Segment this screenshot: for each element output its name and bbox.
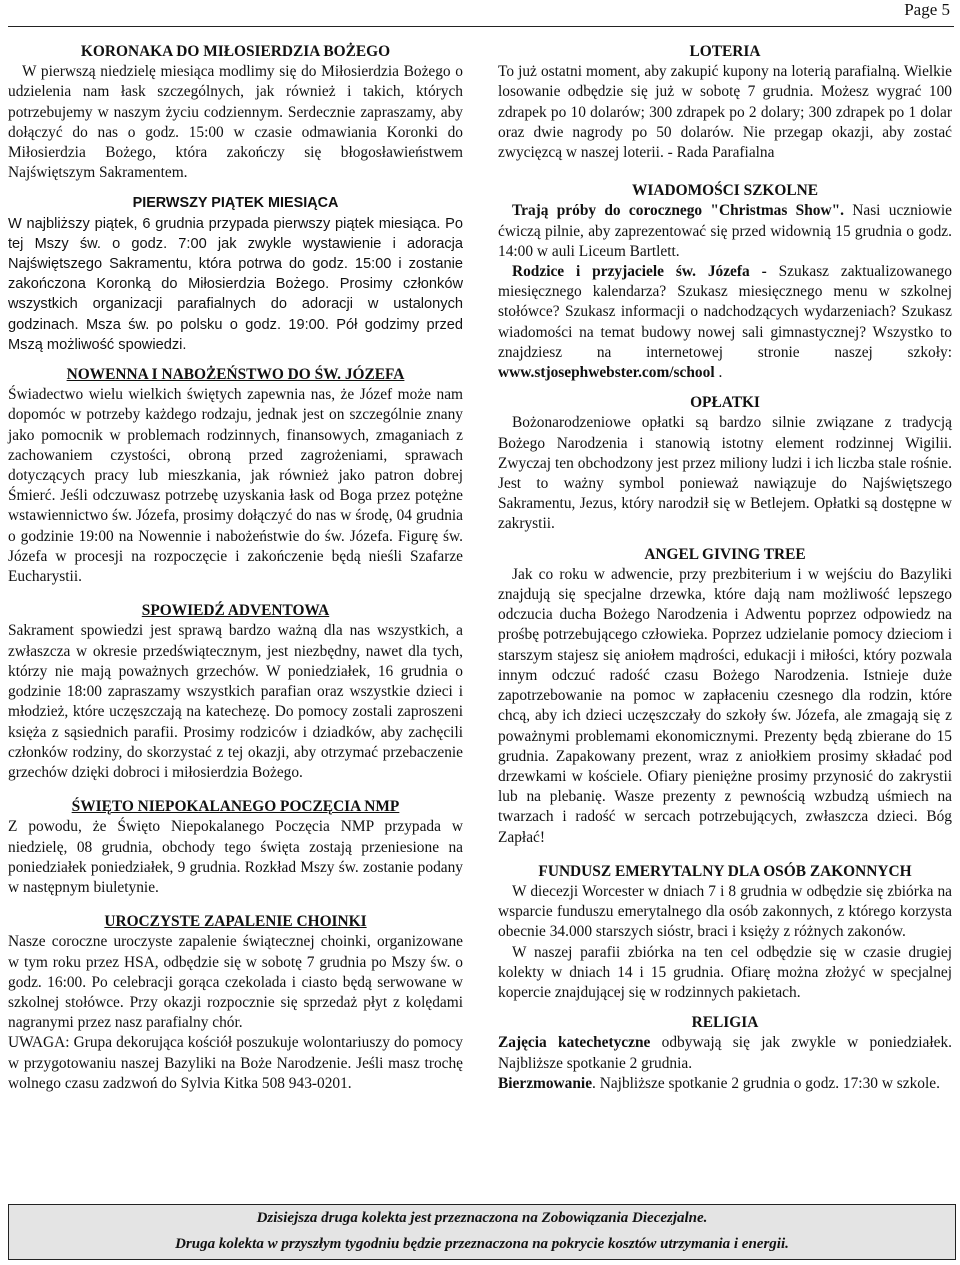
paragraph-text: odbywają się jak zwykle w poniedziałek. Najbliższe spotkanie 2 grudnia.: [498, 1034, 952, 1072]
section-title: OPŁATKI: [690, 394, 760, 412]
section-title: LOTERIA: [689, 43, 761, 60]
section-nowenna: [8, 365, 463, 587]
section-body: Sakrament spowiedzi jest sprawą bardzo ważną dla nas wszystkich, a zwłaszcza w okresie przedświątecznym, jest niezbędny, nawet dla tych, którzy nie mają poważnych grzechów. W poniedziałek, 16 grudnia o godzinie 18:00 zapraszamy wszystkich parafian oraz wszystkie dzieci i młodzież, które uczęszczają na katechezę. Do pomocy zostali zaproszeni księża z sąsiednich parafii. Prosimy rodziców i dziadków, aby zachęcili członków rodziny, do skorzystać z tej okazji, aby otrzymać przebaczenie grzechów dzięki dobroci i miłosierdzia Bożego.: [8, 622, 463, 781]
section-pierwszy-piatek: [8, 193, 463, 355]
paragraph-text: . Najbliższe spotkanie 2 grudnia o godz. 17:30 w szkole.: [592, 1074, 940, 1092]
footer-line-next-week: Druga kolekta w przyszłym tygodniu będzie przeznaczona na pokrycie kosztów utrzymania i energii.: [175, 1236, 789, 1252]
section-spowiedz: [8, 601, 463, 783]
section-wiadomosci-szkolne: [498, 181, 952, 383]
section-body: W pierwszą niedzielę miesiąca modlimy się do Miłosierdzia Bożego o udzielenia nam łask szczególnych, jak również i takich, których potrzebujemy w naszym życiu codziennym. Serdecznie zapraszamy, aby dołączyć do nas o godz. 15:00 w czasie odmawiania Koronki do Miłosierdzia Bożego, która zakończy się błogosławieństwem Najświętszym Sakramentem.: [8, 63, 463, 182]
section-body: W diecezji Worcester w dniach 7 i 8 grudnia w odbędzie się zbiórka na wsparcie funduszu emerytalnego dla osób zakonnych, z którego korzysta obecnie 34.000 starszych sióstr, braci i księży z różnych zakonów.: [498, 882, 952, 941]
paragraph-text: Szukasz zaktualizowanego miesięcznego kalendarza? Szukasz miesięcznego menu w szkolnej stołówce? Szukasz informacji o nadchodzących wydarzeniach? Szukasz wiadomości na temat budowy nowej sali gimnastycznej? Wszystko to znajdziesz na internetowej stronie naszej szkoły:: [498, 263, 952, 361]
right-column: [498, 42, 952, 1094]
paragraph-text: Nasi uczniowie ćwiczą pilnie, aby zaprezentować się przed widownią 15 grudnia o godz. 14:00 w auli Liceum Bartlett.: [498, 202, 952, 260]
section-body: To już ostatni moment, aby zakupić kupony na loterią parafialną. Wielkie losowanie odbędzie się już w sobotę 7 grudnia. Możesz wygrać 100 zdrapek po 10 dolarów; 300 zdrapek po 2 dolary; 300 zdrapek po 1 dolar oraz dwie nagrody po 50 dolarów. Nie przegap okazji, aby zostać zwycięzcą w naszej loterii. - Rada Parafialna: [498, 63, 952, 162]
section-title: NOWENNA I NABOŻEŃSTWO DO ŚW. JÓZEFA: [66, 366, 405, 384]
section-choinka: [8, 912, 463, 1094]
header-rule: [8, 26, 954, 27]
bold-lead: Trają próby do corocznego "Christmas Show".: [512, 202, 844, 220]
bold-lead: Zajęcia katechetyczne: [498, 1034, 651, 1052]
footer-line-today: Dzisiejsza druga kolekta jest przeznaczona na Zobowiązania Diecezjalne.: [256, 1210, 708, 1226]
section-paragraph: [498, 201, 952, 262]
section-body: Świadectwo wielu wielkich świętych zapewnia nas, że Józef może nam dopomóc w potrzeby każdego rodzaju, jednak jest on szczególnie znany jako pomocnik w problemach rodzinnych, finansowych, zmaganiach z zachowaniem czystości, obroną przed zagrożeniami, sprawach dotyczących pracy lub mieszkania, jak również jako patron dobrej Śmierć. Jeśli odczuwasz potrzebę uzyskania łask od Boga przez potężne wstawiennictwo św. Józefa, prosimy dołączyć do nas w środę, 04 grudnia o godzinie 19:00 na Nowennie i nabożeństwie do św. Józefa. Figurę św. Józefa w procesji na rozpoczęcie i zakończenie będą nieśli Szafarze Eucharystii.: [8, 386, 463, 586]
section-body: Jak co roku w adwencie, przy prezbiterium i w wejściu do Bazyliki znajdują się specjalne drzewka, które dają nam możliwość lepszego odczucia ducha Bożego Narodzenia i Adwentu poprzez odpowiedz na prośbę potrzebującego człowieka. Poprzez udzielanie pomocy dzieciom i starszym stajesz się aniołem mądrości, edukacji i miłości, który pozwala innym odczuć radość czasu Bożego Narodzenia. Istnieje duże zapotrzebowanie na pomoc w zapłaceniu czesnego dla rodzin, które chcą, aby ich dzieci uczęszczały do szkoły św. Józefa, ale zmagają się z poważnymi problemami ekonomicznymi. Prezenty będą zbierane do 15 grudnia. Zapakowany prezent, wraz z aniołkiem prosimy składać pod drzewkami w kościele. Ofiary pieniężne prosimy przynosić do zakrystii lub na plebanię. Wasze prezenty z pewnością wzbudzą uśmiech na twarzach i radość w sercach potrzebujących, zwłaszcza dzieci. Bóg Zapłać!: [498, 565, 952, 846]
bold-lead: Bierzmowanie: [498, 1074, 593, 1092]
section-body: W naszej parafii zbiórka na ten cel odbędzie się w czasie drugiej kolekty w dniach 14 i 15 grudnia. Ofiarę można złożyć w specjalnej kopercie znajdującej się w rodzinnych pakietach.: [498, 943, 952, 1001]
school-website-link[interactable]: www.stjosephwebster.com/school: [498, 364, 715, 382]
section-paragraph: [498, 1033, 952, 1073]
section-note: UWAGA: Grupa dekorująca kościół poszukuje wolontariuszy do pomocy w przygotowaniu naszej Bazyliki na Boże Narodzenie. Jeśli masz trochę wolnego czasu zadzwoń do Sylvia Kitka 508 943-0201.: [8, 1034, 463, 1092]
section-angel-giving-tree: [498, 545, 952, 848]
section-loteria: [498, 42, 952, 163]
section-religia: [498, 1013, 952, 1094]
section-title: RELIGIA: [691, 1014, 759, 1032]
collection-footer-box: [8, 1204, 956, 1260]
section-body: W najbliższy piątek, 6 grudnia przypada pierwszy piątek miesiąca. Po tej Mszy św. o godz. 7:00 jak zwykle wystawienie i adoracja Najświętszego Sakramentu, która potrwa do godz. 15:00 i zostanie zakończona Koronką do Miłosierdzia Bożego. Prosimy członków wszystkich organizacji parafialnych do adoracji w ustalonych godzinach. Msza św. po polsku o godz. 19:00. Pół godzimy przed Mszą możliwość spowiedzi.: [8, 215, 463, 353]
left-column: [8, 42, 463, 1094]
section-body: Z powodu, że Święto Niepokalanego Poczęcia NMP przypada w niedzielę, 08 grudnia, obchody tego święta zostają przeniesione na poniedziałek poniedziałek, 9 grudnia. Rozkład Mszy św. zostanie podany w następnym biuletynie.: [8, 818, 463, 896]
section-title: SPOWIEDŹ ADVENTOWA: [141, 602, 330, 620]
section-body: Bożonarodzeniowe opłatki są bardzo silnie związane z tradycją Bożego Narodzenia i stanowią istotny element rodzinnej Wigilii. Zwyczaj ten obchodzony jest przez miliony ludzi i ich liczba stale rośnie. Jest to ważny symbol ponieważ nawiązuje do Najświętszego Sakramentu, Jezus, który narodził się w Betlejem. Opłatki są dostępne w zakrystii.: [498, 414, 952, 533]
section-koronka: [8, 42, 463, 183]
section-title: ANGEL GIVING TREE: [644, 545, 806, 563]
page-number: Page 5: [904, 0, 950, 19]
section-title: FUNDUSZ EMERYTALNY DLA OSÓB ZAKONNYCH: [538, 862, 912, 880]
section-title: KORONAKA DO MIŁOSIERDZIA BOŻEGO: [80, 43, 391, 60]
section-title: UROCZYSTE ZAPALENIE CHOINKI: [104, 913, 367, 931]
bold-lead: Rodzice i przyjaciele św. Józefa -: [512, 263, 767, 281]
page-header: [0, 0, 960, 30]
paragraph-text: .: [714, 364, 723, 382]
section-swieto: [8, 797, 463, 898]
section-body: Nasze coroczne uroczyste zapalenie świątecznej choinki, organizowane w tym roku przez HSA, odbędzie się w sobotę 7 grudnia po Mszy św. o godz. 16:00. Po celebracji gorąca czekolada i ciasto będą serwowane w szkolnej stołówce. Przy okazji rozpocznie się sprzedaż płyt z kolędami nagranymi przez nasz parafialny chór.: [8, 933, 463, 1032]
section-fundusz: [498, 862, 952, 1003]
section-oplatki: [498, 393, 952, 534]
section-title: PIERWSZY PIĄTEK MIESIĄCA: [132, 195, 339, 212]
section-paragraph: [498, 262, 952, 383]
section-title: WIADOMOŚCI SZKOLNE: [631, 182, 818, 200]
section-title: ŚWIĘTO NIEPOKALANEGO POCZĘCIA NMP: [71, 798, 400, 816]
section-paragraph: [498, 1074, 952, 1094]
